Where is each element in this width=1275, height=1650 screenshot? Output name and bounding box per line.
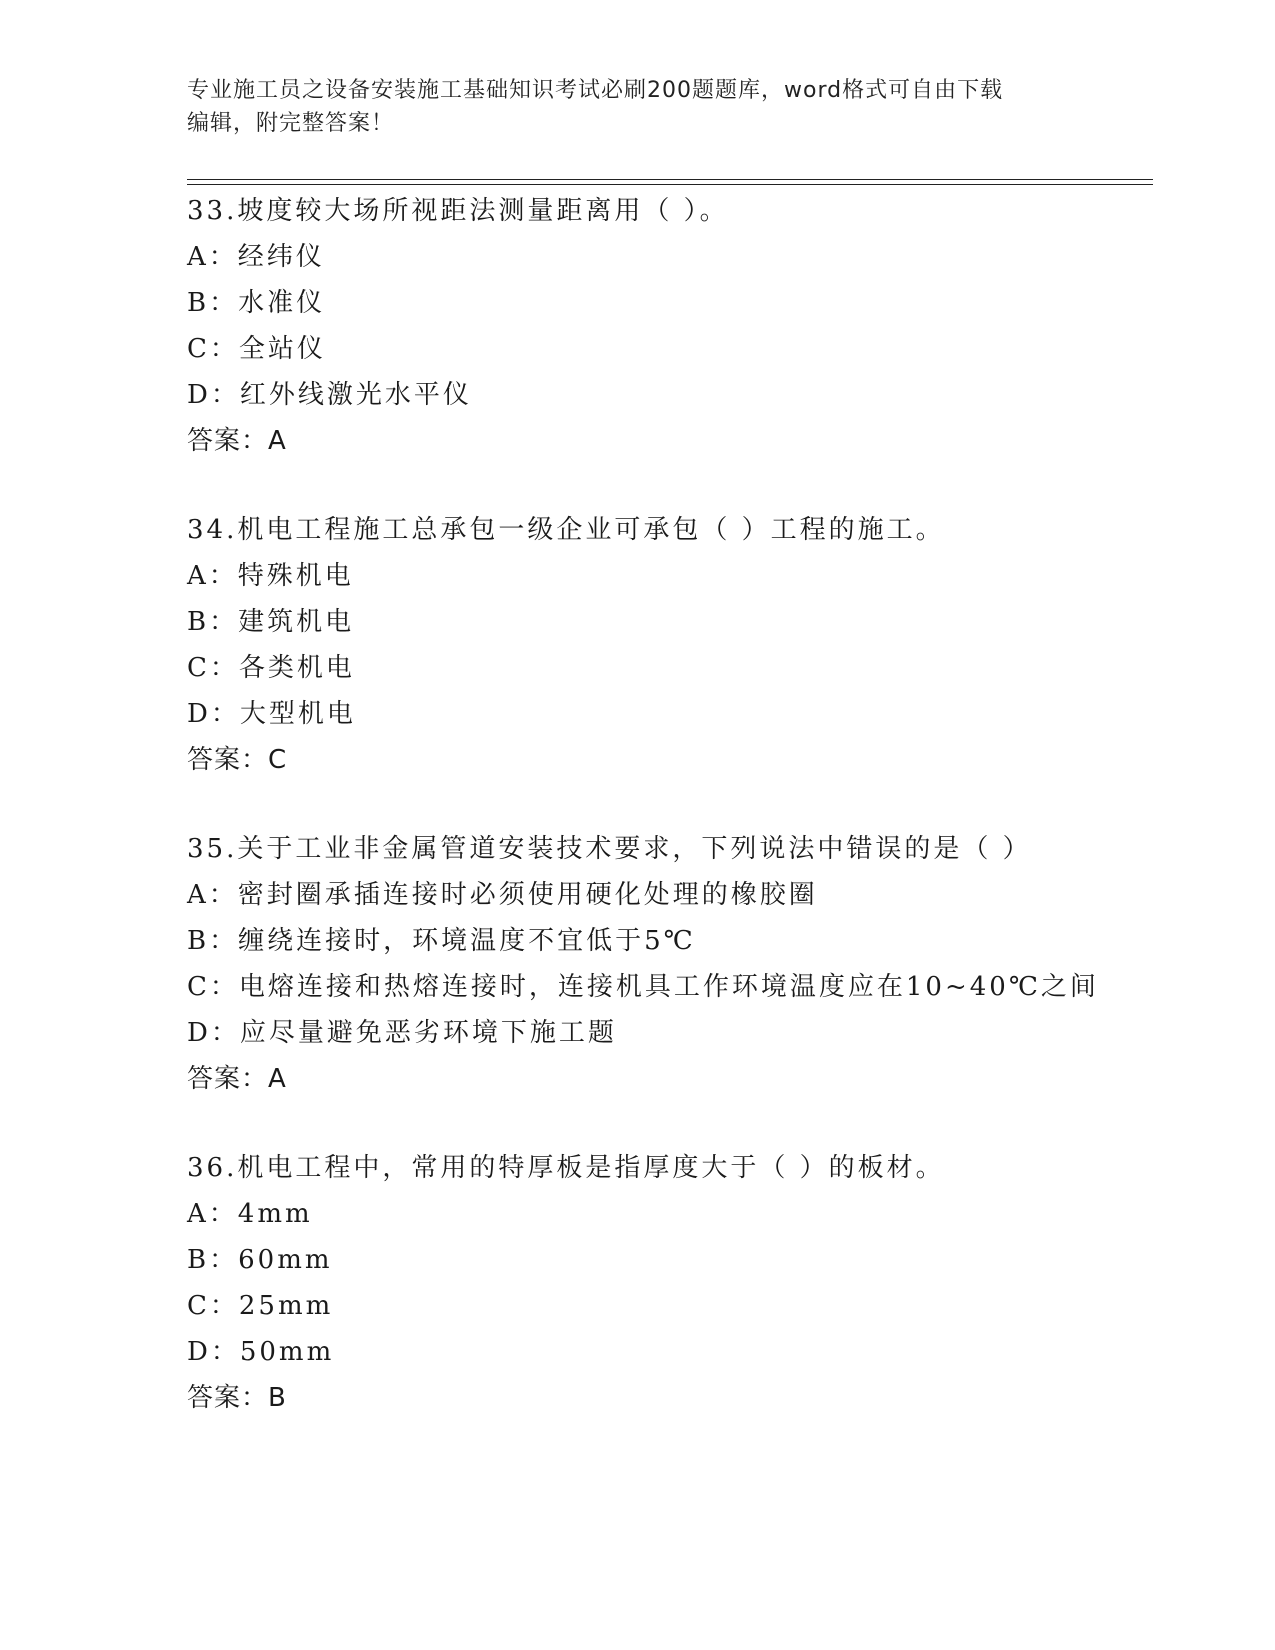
question-stem: 36.机电工程中，常用的特厚板是指厚度大于（ ）的板材。 [187,1153,945,1183]
option-d: D：红外线激光水平仪 [187,380,472,410]
question-35 [187,826,1099,1102]
option-c: C：各类机电 [187,653,355,683]
option-a: A：密封圈承插连接时必须使用硬化处理的橡胶圈 [187,880,818,910]
option-a: A：特殊机电 [187,561,354,591]
question-stem: 33.坡度较大场所视距法测量距离用（ ）。 [187,196,729,226]
header-divider-bottom [187,184,1153,185]
answer-label: 答案：B [187,1383,287,1413]
option-a: A：4mm [187,1199,313,1229]
answer-label: 答案：A [187,1064,287,1094]
question-stem: 34.机电工程施工总承包一级企业可承包（ ）工程的施工。 [187,515,945,545]
option-d: D：应尽量避免恶劣环境下施工题 [187,1018,617,1048]
document-header [187,74,1067,140]
option-d: D：50mm [187,1337,335,1367]
option-c: C：25mm [187,1291,334,1321]
option-b: B：60mm [187,1245,333,1275]
header-line-2: 编辑，附完整答案！ [187,111,395,136]
option-a: A：经纬仪 [187,242,325,272]
option-c: C：电熔连接和热熔连接时，连接机具工作环境温度应在10~40℃之间 [187,972,1099,1002]
answer-label: 答案：C [187,745,288,775]
option-c: C：全站仪 [187,334,326,364]
option-b: B：建筑机电 [187,607,355,637]
option-b: B：缠绕连接时，环境温度不宜低于5℃ [187,926,696,956]
question-33 [187,188,1087,464]
option-b: B：水准仪 [187,288,326,318]
question-36 [187,1145,1087,1421]
question-34 [187,507,1087,783]
question-stem: 35.关于工业非金属管道安装技术要求，下列说法中错误的是（ ） [187,834,1032,864]
option-d: D：大型机电 [187,699,356,729]
header-divider-top [187,179,1153,180]
header-line-1: 专业施工员之设备安装施工基础知识考试必刷200题题库，word格式可自由下载 [187,78,1004,103]
answer-label: 答案：A [187,426,287,456]
